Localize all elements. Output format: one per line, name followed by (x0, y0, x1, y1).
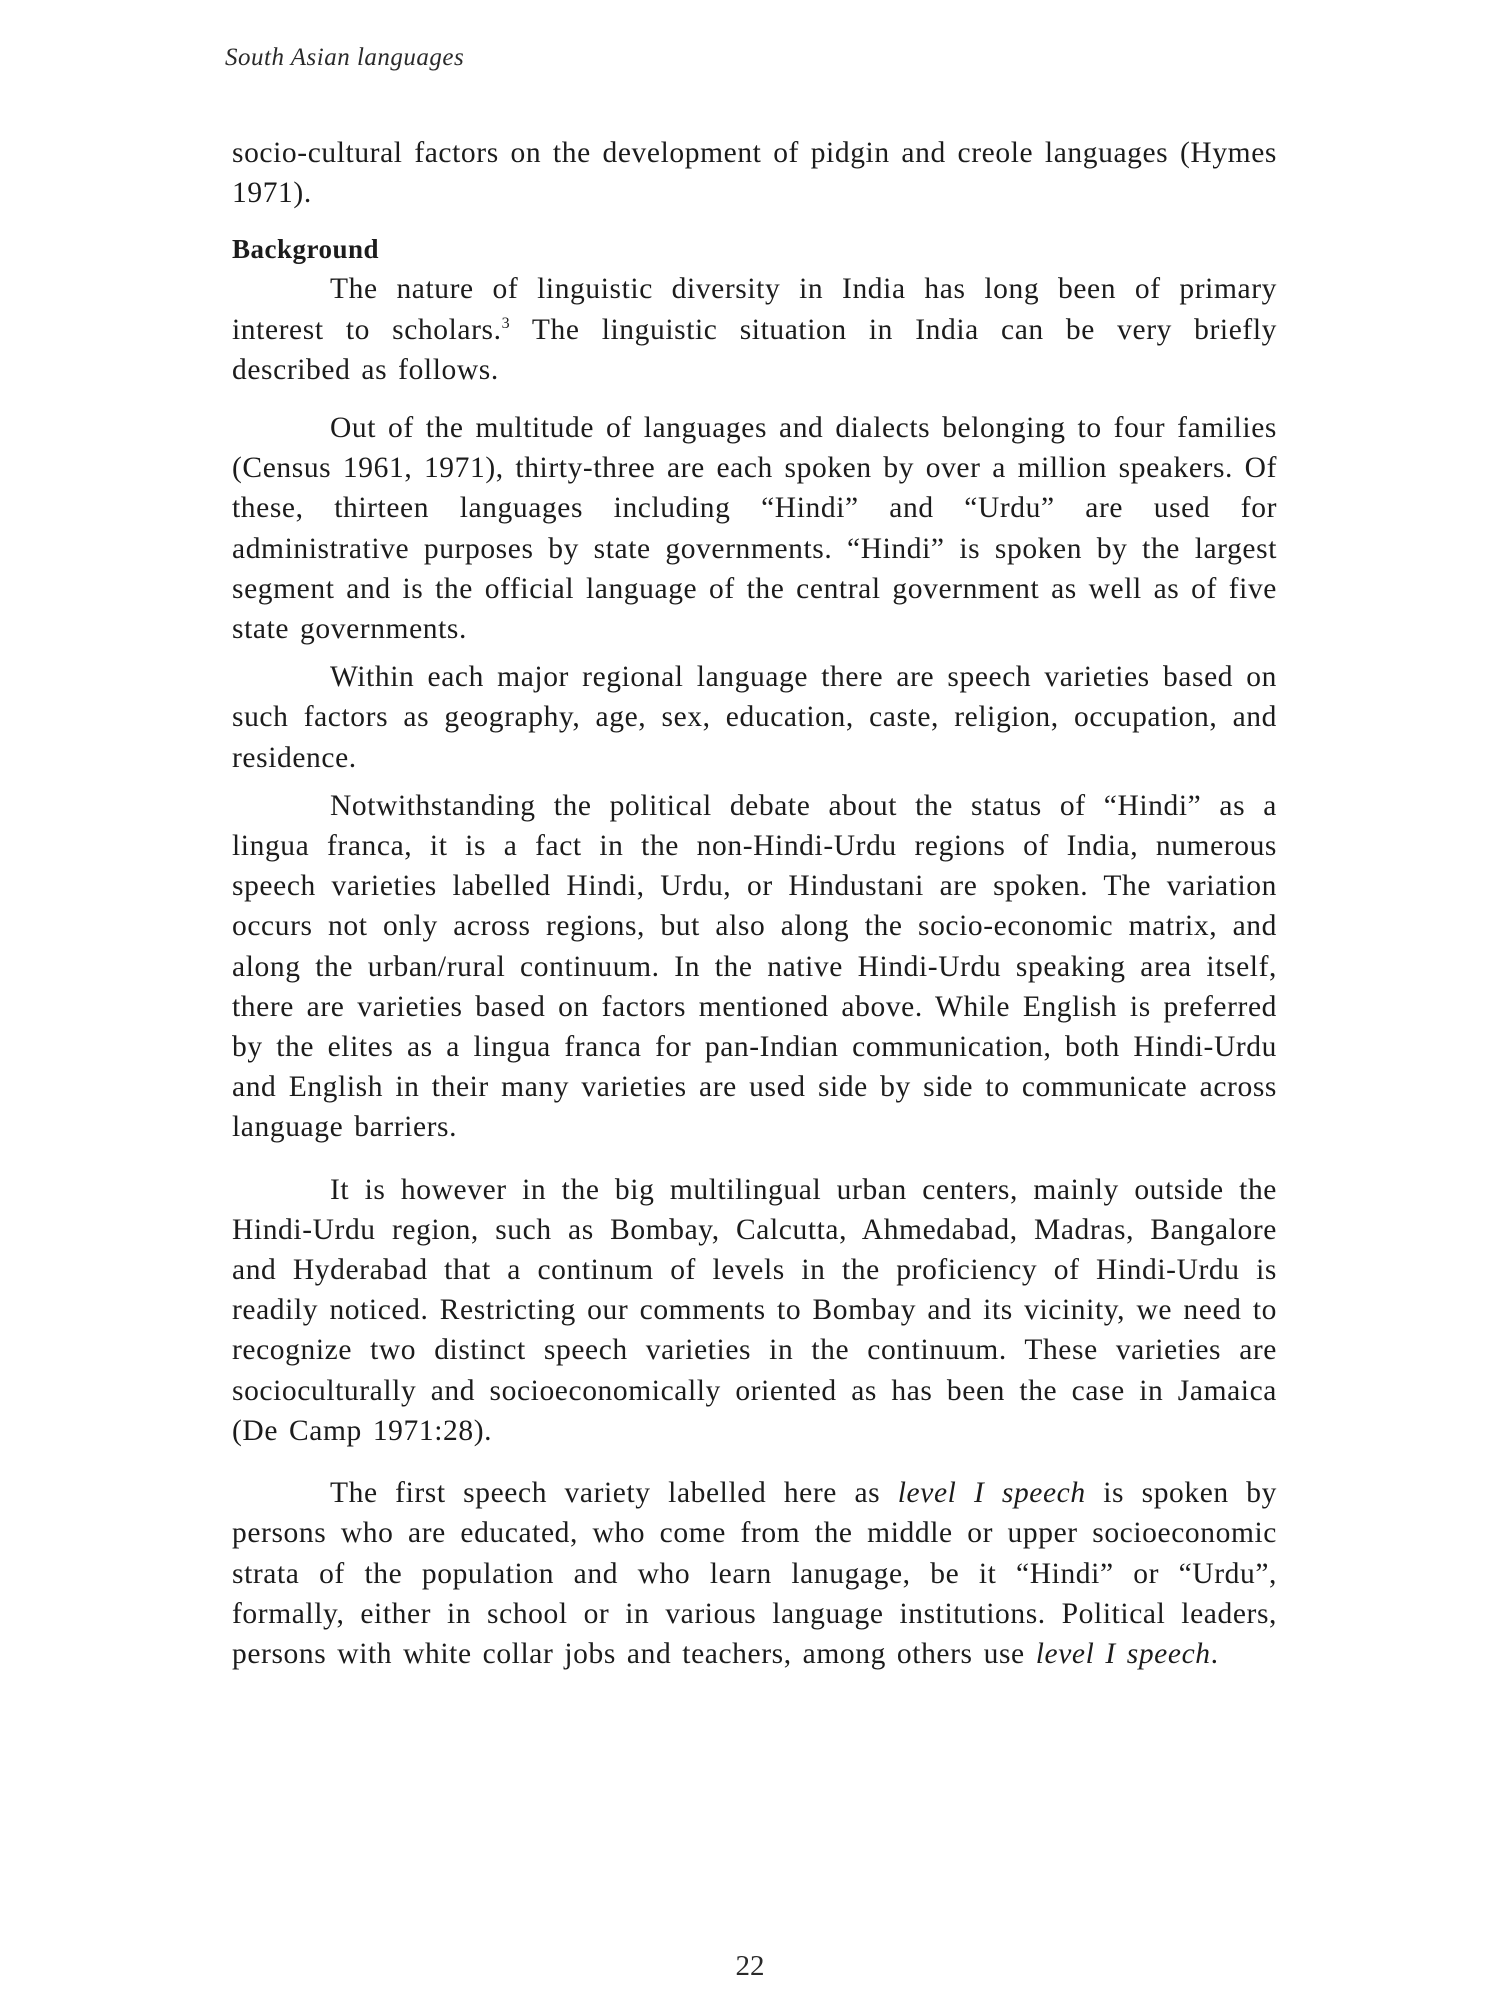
footnote-marker: 3 (501, 314, 511, 332)
body-text (232, 133, 1277, 1674)
section-heading-background: Background (232, 234, 380, 265)
paragraph-2: Out of the multitude of languages and dialects belonging to four families (Census 1961, 1971), thirty-three are each spoken by over a million speakers. Of these, thirteen languages including “Hindi” and “Urdu” are used for administrative purposes by state governments. “Hindi” is spoken by the largest segment and is the official language of the central government as well as of five state governments. (232, 412, 1277, 646)
paragraph-1 (232, 269, 1277, 390)
paragraph-1-text-cont: The linguistic situation in India can be very briefly described as follows. (232, 313, 1277, 386)
emphasis-level-1-speech-2: level I speech (1035, 1637, 1211, 1670)
running-head: South Asian languages (225, 44, 465, 71)
paragraph-continuation: socio-cultural factors on the development of pidgin and creole languages (Hymes 1971). (232, 137, 1277, 210)
paragraph-6-text-c: . (1210, 1637, 1219, 1670)
paragraph-4: Notwithstanding the political debate about the status of “Hindi” as a lingua franca, it is a fact in the non-Hindi-Urdu regions of India, numerous speech varieties labelled Hindi, Urdu, or Hindustani are spoken. The variation occurs not only across regions, but also along the socio-economic matrix, and along the urban/rural continuum. In the native Hindi-Urdu speaking area itself, there are varieties based on factors mentioned above. While English is preferred by the elites as a lingua franca for pan-Indian communication, both Hindi-Urdu and English in their many varieties are used side by side to communicate across language barriers. (232, 789, 1277, 1144)
paragraph-1-text: The nature of linguistic diversity in India has long been of primary interest to scholars. (232, 273, 1277, 346)
page-number: 22 (735, 1950, 765, 1982)
paragraph-6-text-b: is spoken by persons who are educated, who come from the middle or upper socioeconomic strata of the population and who learn lanugage, be it “Hindi” or “Urdu”, formally, either in school or in various language institutions. Political leaders, persons with white collar jobs and teachers, among others use (232, 1477, 1277, 1670)
paragraph-5: It is however in the big multilingual urban centers, mainly outside the Hindi-Urdu region, such as Bombay, Calcutta, Ahmedabad, Madras, Bangalore and Hyderabad that a continum of levels in the proficiency of Hindi-Urdu is readily noticed. Restricting our comments to Bombay and its vicinity, we need to recognize two distinct speech varieties in the continuum. These varieties are socioculturally and socioeconomically oriented as has been the case in Jamaica (De Camp 1971:28). (232, 1173, 1277, 1447)
paragraph-6 (232, 1473, 1277, 1674)
emphasis-level-1-speech: level I speech (897, 1477, 1086, 1510)
paragraph-6-text-a: The first speech variety labelled here as (330, 1477, 898, 1510)
paragraph-3: Within each major regional language there are speech varieties based on such factors as geography, age, sex, education, caste, religion, occupation, and residence. (232, 661, 1277, 774)
